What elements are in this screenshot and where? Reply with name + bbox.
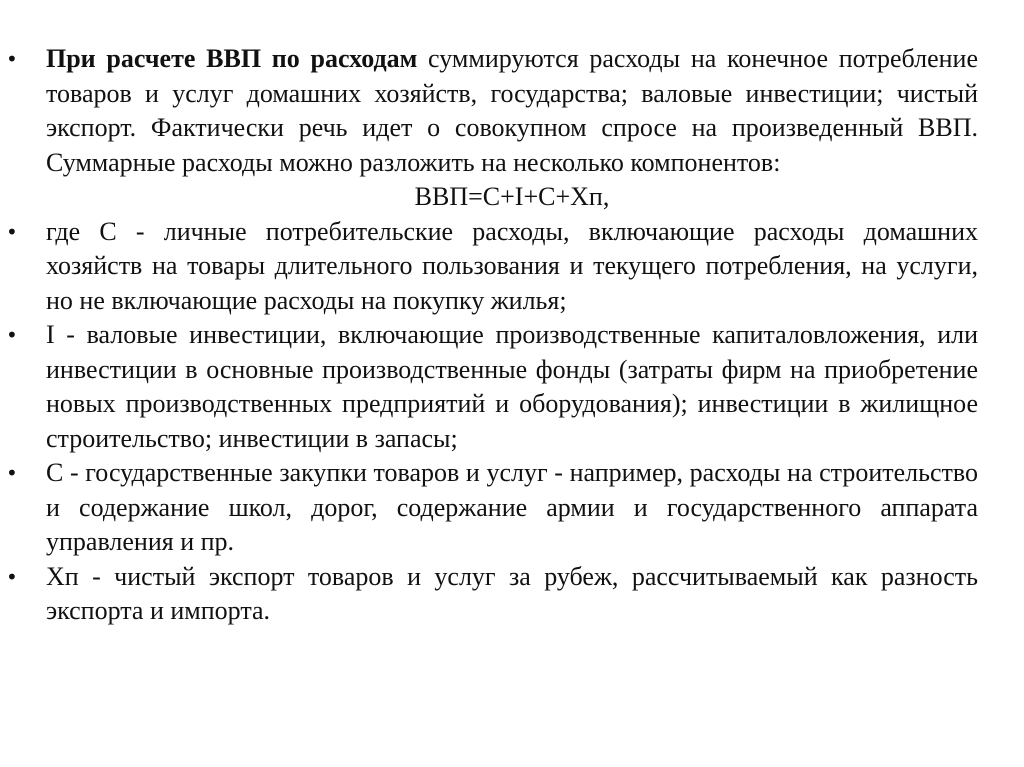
gdp-formula: ВВП=С+I+С+Хп, xyxy=(414,182,610,211)
bullet-marker: • xyxy=(6,564,18,589)
bullet-item-consumption xyxy=(0,215,978,319)
bullet-marker: • xyxy=(6,219,18,244)
bullet-item-government xyxy=(0,456,978,560)
bullet-marker: • xyxy=(6,47,18,71)
bullet-item-expenditure-method xyxy=(0,42,978,180)
bullet-text: I - валовые инвестиции, включающие производственные капиталовложения, или инвестиции в основные производственные фонды (затраты фирм на приобретение новых производственных предприятий и оборудования); инвестиции в жилищное строительство; инвестиции в запасы; xyxy=(46,320,978,453)
bullet-text: суммируются расходы на конечное потребление товаров и услуг домашних хозяйств, государства; валовые инвестиции; чистый экспорт. Фактически речь идет о совокупном спросе на произведенный ВВП. Суммарные расходы можно разложить на несколько компонентов: xyxy=(46,44,978,177)
bullet-item-investment xyxy=(0,318,978,456)
bullet-item-net-export xyxy=(0,560,978,629)
bullet-text: Хп - чистый экспорт товаров и услуг за рубеж, рассчитываемый как разность экспорта и импорта. xyxy=(46,561,978,625)
bold-lead-text: При расчете ВВП по расходам xyxy=(46,44,418,73)
bullet-marker: • xyxy=(6,461,18,485)
slide-content xyxy=(0,42,1024,629)
bullet-marker: • xyxy=(6,323,18,347)
bullet-text: где С - личные потребительские расходы, включающие расходы домашних хозяйств на товары длительного пользования и текущего потребления, на услуги, но не включающие расходы на покупку жилья; xyxy=(46,216,978,315)
bullet-text: С - государственные закупки товаров и услуг - например, расходы на строительство и содержание школ, дорог, содержание армии и государственного аппарата управления и пр. xyxy=(46,458,978,556)
